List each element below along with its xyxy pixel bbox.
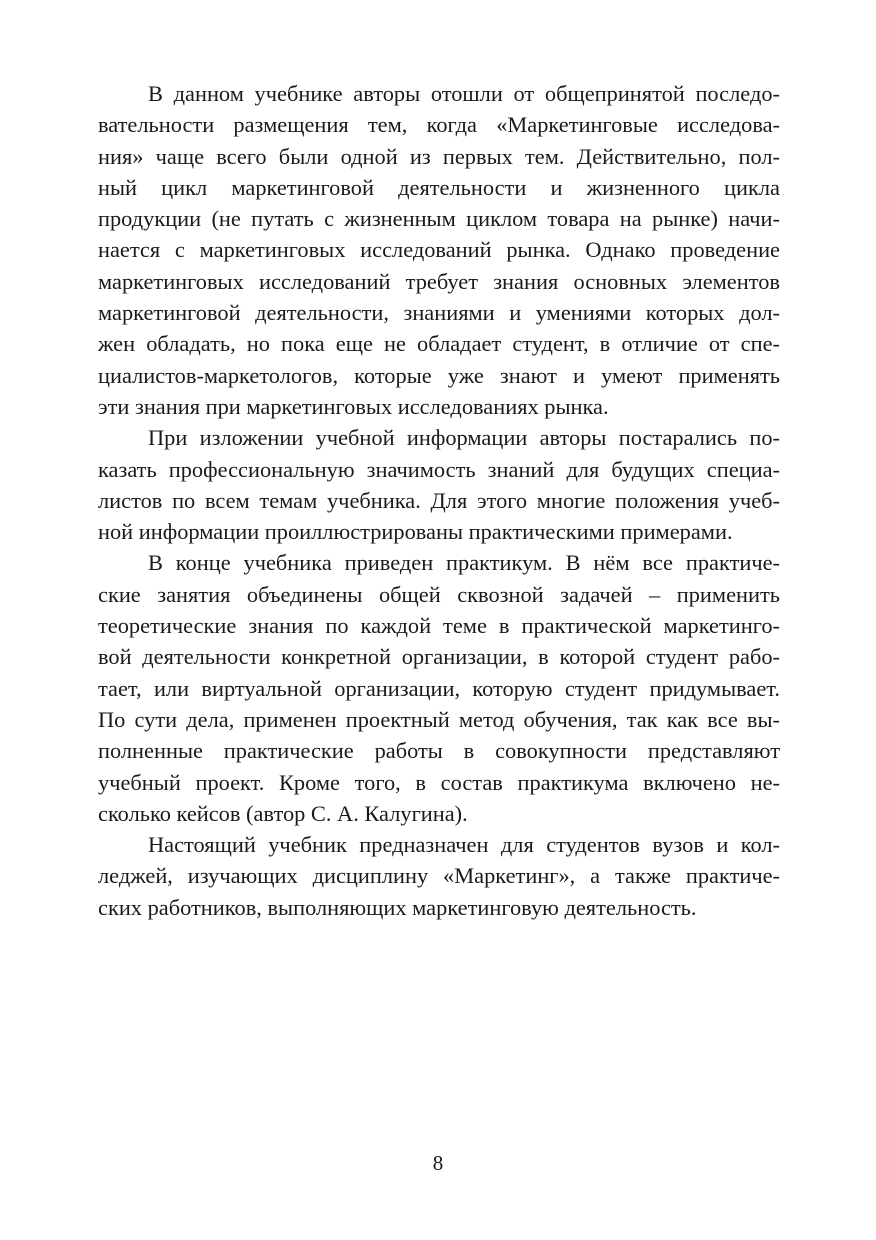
paragraph-1 [98,78,780,422]
text-line: ный цикл маркетинговой деятельности и жизненного цикла [98,174,780,200]
page-number: 8 [432,1151,444,1175]
text-line: жен обладать, но пока еще не обладает студент, в отличие от спе- [98,331,780,357]
text-line: вательности размещения тем, когда «Маркетинговые исследова- [98,112,780,138]
text-line: полненные практические работы в совокупности представляют [98,738,780,764]
text-line: При изложении учебной информации авторы постарались по- [148,425,780,451]
text-line: теоретические знания по каждой теме в практической маркетинго- [98,613,780,639]
text-line: В данном учебнике авторы отошли от общепринятой последо- [148,81,780,106]
text-line: циалистов-маркетологов, которые уже знают и умеют применять [98,362,780,388]
text-line: ские занятия объединены общей сквозной задачей – применить [98,581,780,607]
text-line: ния» чаще всего были одной из первых тем. Действительно, пол- [98,143,780,169]
text-line: продукции (не путать с жизненным циклом товара на рынке) начи- [98,206,780,232]
text-line: листов по всем темам учебника. Для этого многие положения учеб- [98,487,780,513]
text-line: Настоящий учебник предназначен для студентов вузов и кол- [148,832,780,858]
body-text [98,78,780,923]
text-line: тает, или виртуальной организации, которую студент придумывает. [98,675,780,701]
paragraph-3 [98,547,780,829]
text-line: учебный проект. Кроме того, в состав практикума включено не- [98,769,780,795]
text-line: сколько кейсов (автор С. А. Калугина). [98,800,468,826]
text-line: По сути дела, применен проектный метод обучения, так как все вы- [98,706,780,732]
text-line: казать профессиональную значимость знаний для будущих специа- [98,456,780,482]
text-line: В конце учебника приведен практикум. В нём все практиче- [148,550,780,576]
text-line: леджей, изучающих дисциплину «Маркетинг», а также практиче- [98,863,780,889]
text-line: вой деятельности конкретной организации, в которой студент рабо- [98,644,780,670]
text-line: маркетинговой деятельности, знаниями и умениями которых дол- [98,300,780,326]
paragraph-4 [98,829,780,923]
paragraph-2 [98,422,780,547]
text-line: ских работников, выполняющих маркетинговую деятельность. [98,894,697,920]
text-line: маркетинговых исследований требует знания основных элементов [98,268,780,294]
text-line: ной информации проиллюстрированы практическими примерами. [98,519,733,545]
text-line: эти знания при маркетинговых исследованиях рынка. [98,393,609,419]
text-line: нается с маркетинговых исследований рынка. Однако проведение [98,237,780,263]
